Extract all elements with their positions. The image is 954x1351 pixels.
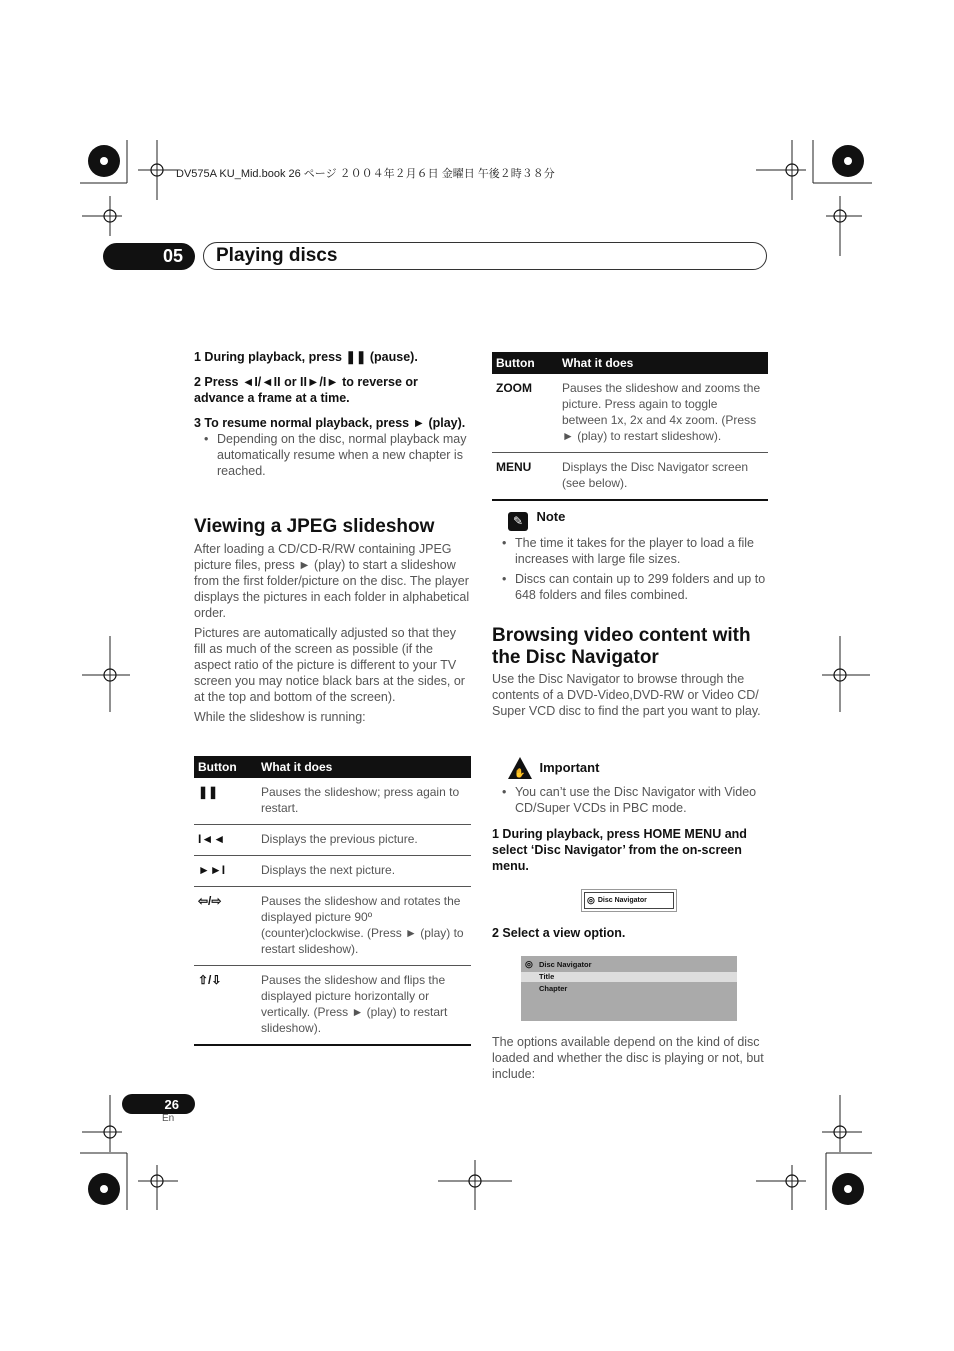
language-code: En (162, 1113, 175, 1124)
previous-key: I◄◄ (194, 825, 257, 856)
zoom-key: ZOOM (492, 374, 558, 453)
menu-key: MENU (492, 453, 558, 501)
important-label: Important (539, 760, 600, 776)
disc-navigator-osd (581, 889, 677, 912)
row-description: Displays the Disc Navigator screen (see below). (558, 453, 768, 501)
column-header: Button (194, 756, 257, 778)
table-row (492, 374, 768, 453)
note-pencil-icon: ✎ (508, 512, 528, 531)
note-bullet: • Discs can contain up to 299 folders and up to 648 folders and files combined. (492, 571, 768, 603)
browse-paragraph: Use the Disc Navigator to browse through the contents of a DVD-Video,DVD-RW or Video CD/ Super VCD disc to find the part you want to play. (492, 672, 761, 718)
warning-icon (507, 756, 533, 780)
row-description: Pauses the slideshow and zooms the picture. Press again to toggle between 1x, 2x and 4x zoom. (Press ► (play) to restart slideshow). (558, 374, 768, 453)
note-body (492, 535, 768, 603)
osd-menu-title: Disc Navigator (539, 960, 592, 969)
step-resume-bullet: • Depending on the disc, normal playback may automatically resume when a new chapter is reached. (194, 431, 470, 479)
page-number: 26 (122, 1094, 195, 1114)
osd-label: Disc Navigator (597, 897, 647, 904)
left-right-arrow-key: ⇦/⇨ (194, 887, 257, 966)
osd-menu-item-title: Title (539, 972, 555, 981)
next-key: ►►I (194, 856, 257, 887)
table-row (492, 453, 768, 501)
zoom-menu-table (492, 352, 768, 501)
table-row (194, 887, 471, 966)
row-description: Pauses the slideshow and flips the displayed picture horizontally or vertically. (Press ► (play) to restart slideshow). (257, 966, 471, 1046)
up-down-arrow-key: ⇧/⇩ (194, 966, 257, 1046)
important-header (507, 756, 599, 780)
browse-heading: Browsing video content with the Disc Navigator (492, 625, 751, 668)
jpeg-body (194, 541, 470, 725)
jpeg-paragraph: Pictures are automatically adjusted so that they fill as much of the screen as possible (if the aspect ratio of the picture is different to your TV screen you may notice black bars at the sides, or at the top and bottom of the screen). (194, 626, 465, 704)
column-header: Button (492, 352, 558, 374)
disc-icon: ◎ (525, 959, 533, 969)
jpeg-heading: Viewing a JPEG slideshow (194, 516, 435, 537)
jpeg-paragraph: After loading a CD/CD-R/RW containing JPEG picture files, press ► (play) to start a slideshow from the first folder/picture on the disc. The player displays the pictures in each folder in alphabetical order. (194, 542, 470, 620)
note-bullet: • The time it takes for the player to load a file increases with large file sizes. (492, 535, 768, 567)
step-frame: 2 Press ◄I/◄II or II►/I► to reverse or advance a frame at a time. (194, 375, 418, 405)
note-label: Note (536, 509, 566, 524)
table-row (194, 856, 471, 887)
step-pause: 1 During playback, press ❚❚ (pause). (194, 350, 418, 364)
table-row (194, 778, 471, 825)
column-header: What it does (558, 352, 768, 374)
disc-icon: ◎ (587, 895, 595, 905)
left-steps (194, 349, 470, 479)
important-body (492, 784, 768, 816)
row-description: Displays the next picture. (257, 856, 471, 887)
osd-menu-item-chapter: Chapter (539, 984, 568, 993)
important-bullet: • You can’t use the Disc Navigator with Video CD/Super VCDs in PBC mode. (492, 784, 768, 816)
disc-navigator-menu-screen (521, 956, 737, 1021)
step-home-menu: 1 During playback, press HOME MENU and select ‘Disc Navigator’ from the on-screen menu. (492, 827, 747, 873)
print-header: DV575A KU_Mid.book 26 ページ ２００４年２月６日 金曜日 午後２時３８分 (176, 168, 555, 180)
note-header (508, 509, 565, 531)
row-description: Pauses the slideshow; press again to restart. (257, 778, 471, 825)
step-select-view: 2 Select a view option. (492, 926, 626, 940)
step-resume: 3 To resume normal playback, press ► (play). (194, 416, 466, 430)
table-row (194, 825, 471, 856)
table-header (194, 756, 471, 778)
table-row (194, 966, 471, 1046)
column-header: What it does (257, 756, 471, 778)
pause-key: ❚❚ (194, 778, 257, 825)
chapter-number: 05 (103, 243, 195, 270)
slideshow-button-table (194, 756, 471, 1046)
chapter-title: Playing discs (203, 242, 767, 270)
jpeg-paragraph: While the slideshow is running: (194, 710, 366, 724)
options-paragraph: The options available depend on the kind of disc loaded and whether the disc is playing or not, but include: (492, 1035, 764, 1081)
svg-text:✋: ✋ (514, 768, 526, 778)
row-description: Displays the previous picture. (257, 825, 471, 856)
table-header (492, 352, 768, 374)
row-description: Pauses the slideshow and rotates the displayed picture 90º (counter)clockwise. (Press ► (play) to restart slideshow). (257, 887, 471, 966)
